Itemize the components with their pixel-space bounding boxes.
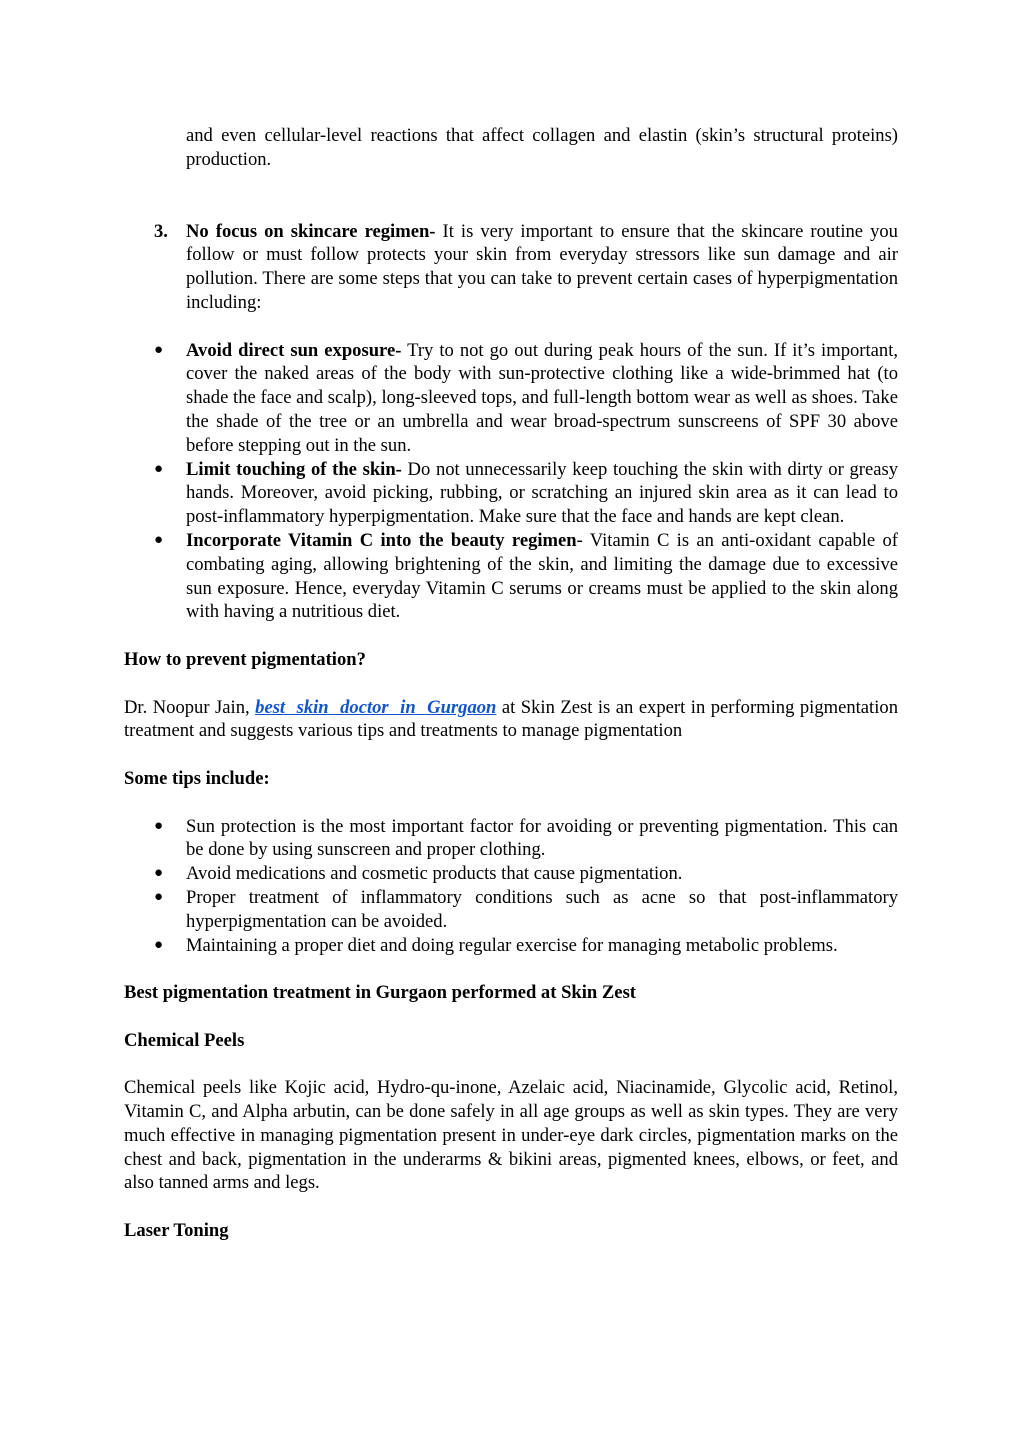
section-heading-best-treatment: Best pigmentation treatment in Gurgaon performed at Skin Zest [124, 982, 636, 1004]
list-item [124, 862, 898, 886]
prevention-steps-list [124, 339, 898, 625]
list-item-skincare-regimen [124, 220, 898, 315]
best-skin-doctor-link[interactable]: best skin doctor in Gurgaon [255, 696, 497, 718]
list-item [124, 815, 898, 863]
bullet-icon: ● [154, 817, 164, 834]
list-item-title: Incorporate Vitamin C into the beauty regimen [186, 529, 577, 551]
list-item-text: It is very important to ensure that the skincare routine you follow or must follow protects your skin from everyday stressors like sun damage and air pollution. There are some steps that you can take to prevent certain cases of hyperpigmentation including: [186, 220, 898, 313]
list-item [124, 934, 898, 958]
list-item-text: Maintaining a proper diet and doing regular exercise for managing metabolic problems. [186, 934, 838, 956]
list-item-title: Limit touching of the skin- [186, 458, 402, 480]
list-item-title: Avoid direct sun exposure- [186, 339, 402, 361]
list-number: 3. [154, 220, 168, 242]
list-item-text: Sun protection is the most important factor for avoiding or preventing pigmentation. This can be done by using sunscreen and proper clothing. [186, 815, 898, 861]
section-heading-laser-toning: Laser Toning [124, 1220, 229, 1242]
list-item [124, 339, 898, 458]
list-item-text: - Vitamin C is an anti-oxidant capable of combating aging, allowing brightening of the skin, and limiting the damage due to excessive sun exposure. Hence, everyday Vitamin C serums or creams must be applied to the skin along with having a nutritious diet. [186, 529, 898, 623]
list-item-text: Do not unnecessarily keep touching the skin with dirty or greasy hands. Moreover, avoid picking, rubbing, or scratching an injured skin area as it can lead to post-inflammatory hyperpigmentation. Make sure that the face and hands are kept clean. [186, 458, 898, 528]
list-item [124, 529, 898, 624]
list-item-text: Try to not go out during peak hours of the sun. If it’s important, cover the naked areas of the body with sun-protective clothing like a wide-brimmed hat (to shade the face and scalp), long-sleeved tops, and full-length bottom wear as well as shoes. Take the shade of the tree or an umbrella and wear broad-spectrum sunscreens of SPF 30 above before stepping out in the sun. [186, 339, 899, 456]
bullet-icon: ● [154, 888, 164, 905]
list-item [124, 886, 898, 934]
bullet-icon: ● [154, 531, 164, 548]
list-item-text: Avoid medications and cosmetic products that cause pigmentation. [186, 863, 683, 885]
bullet-icon: ● [154, 936, 164, 953]
intro-text-after: at Skin Zest is an expert in performing pigmentation treatment and suggests various tips and treatments to manage pigmentation [124, 696, 898, 742]
chemical-peels-paragraph: Chemical peels like Kojic acid, Hydro-qu-inone, Azelaic acid, Niacinamide, Glycolic acid, Retinol, Vitamin C, and Alpha arbutin, can be done safely in all age groups as well as skin types. They are very much effective in managing pigmentation present in under-eye dark circles, pigmentation marks on the chest and back, pigmentation in the underarms & bikini areas, pigmented knees, elbows, or feet, and also tanned arms and legs. [124, 1077, 898, 1194]
section-heading-chemical-peels: Chemical Peels [124, 1029, 245, 1051]
list-item-title: No focus on skincare regimen- [186, 220, 436, 242]
list-item-text: Proper treatment of inflammatory conditions such as acne so that post-inflammatory hyperpigmentation can be avoided. [186, 886, 898, 932]
bullet-icon: ● [154, 865, 164, 882]
section-heading-prevent: How to prevent pigmentation? [124, 648, 366, 670]
intro-text-before: Dr. Noopur Jain, [124, 696, 256, 718]
document-page [124, 124, 898, 1243]
intro-paragraph [124, 696, 898, 744]
bullet-icon: ● [154, 341, 164, 358]
continued-paragraph: and even cellular-level reactions that affect collagen and elastin (skin’s structural proteins) production. [186, 125, 898, 170]
tips-list [124, 815, 898, 958]
list-item [124, 458, 898, 529]
section-heading-tips: Some tips include: [124, 767, 270, 789]
bullet-icon: ● [154, 460, 164, 477]
